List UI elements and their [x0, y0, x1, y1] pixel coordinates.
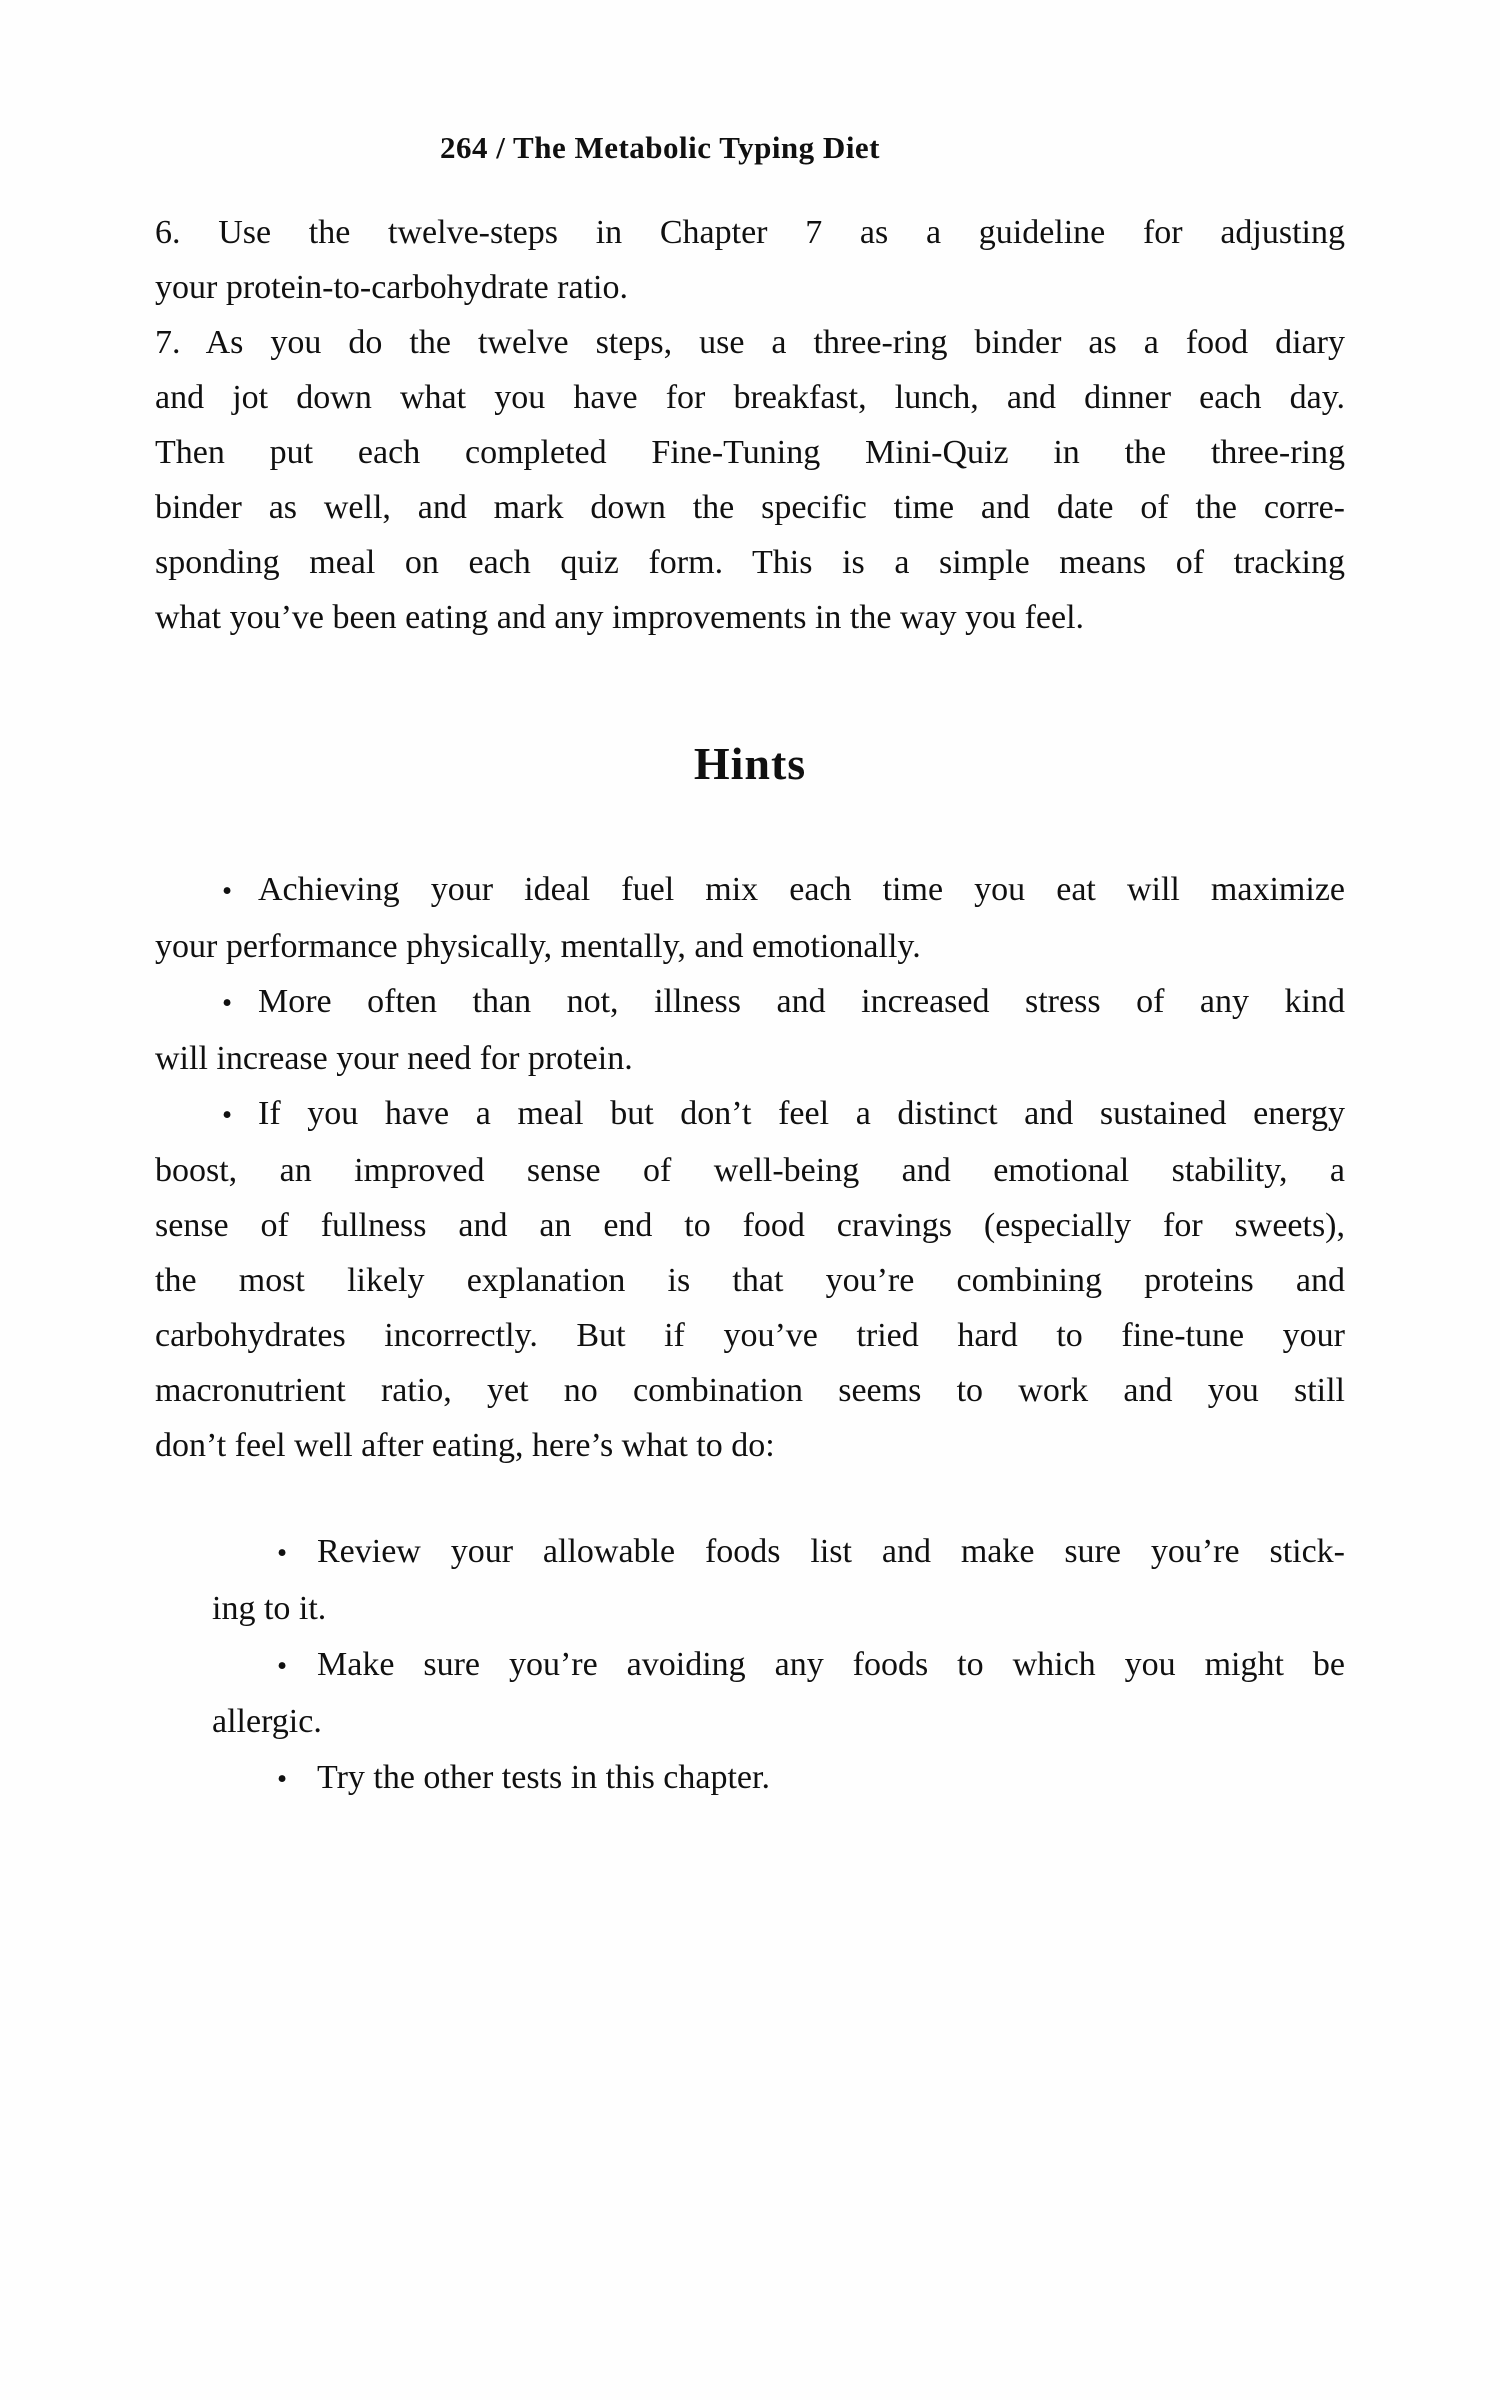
- paragraph-line: what you’ve been eating and any improvements in the way you feel.: [155, 599, 1085, 636]
- running-head: [0, 128, 1320, 168]
- bullet-marker-icon: •: [277, 1650, 288, 1682]
- bullet-text: Try the other tests in this chapter.: [317, 1759, 770, 1796]
- bullet-text: Review your allowable foods list and make sure you’re stick-: [317, 1533, 1345, 1570]
- text-column: [155, 205, 1345, 1807]
- paragraph-line: and jot down what you have for breakfast, lunch, and dinner each day.: [155, 379, 1345, 416]
- bullet-line: don’t feel well after eating, here’s what to do:: [155, 1427, 775, 1464]
- bullet-line: [155, 1524, 1345, 1581]
- page-number-and-book-title: 264 / The Metabolic Typing Diet: [439, 130, 881, 165]
- bullet-text: Make sure you’re avoiding any foods to which you might be: [317, 1646, 1345, 1683]
- bullet-line: [155, 862, 1345, 919]
- bullet-line: [155, 974, 1345, 1031]
- bullet-marker-icon: •: [277, 1763, 288, 1795]
- bullet-line: will increase your need for protein.: [155, 1040, 633, 1077]
- paragraph-line: sponding meal on each quiz form. This is a simple means of tracking: [155, 544, 1345, 581]
- bullet-line: allergic.: [212, 1703, 322, 1740]
- paragraph-line: 7. As you do the twelve steps, use a three-ring binder as a food diary: [155, 324, 1345, 361]
- bullet-marker-icon: •: [222, 987, 233, 1019]
- bullet-marker-icon: •: [222, 1099, 233, 1131]
- bullet-line: boost, an improved sense of well-being and emotional stability, a: [155, 1152, 1345, 1189]
- bullet-text: Achieving your ideal fuel mix each time you eat will maximize: [258, 871, 1345, 908]
- section-heading: Hints: [693, 738, 807, 789]
- bullet-line: sense of fullness and an end to food cravings (especially for sweets),: [155, 1207, 1345, 1244]
- bullet-text: If you have a meal but don’t feel a distinct and sustained energy: [258, 1095, 1345, 1132]
- numbered-paragraphs: [155, 205, 1345, 645]
- bullet-line: the most likely explanation is that you’re combining proteins and: [155, 1262, 1345, 1299]
- bullet-marker-icon: •: [222, 875, 233, 907]
- paragraph-line: your protein-to-carbohydrate ratio.: [155, 269, 628, 306]
- bullet-text: More often than not, illness and increased stress of any kind: [258, 983, 1345, 1020]
- bullet-line: your performance physically, mentally, and emotionally.: [155, 928, 921, 965]
- bullet-line: [155, 1750, 1345, 1807]
- bullet-line: ing to it.: [212, 1590, 327, 1627]
- paragraph-line: 6. Use the twelve-steps in Chapter 7 as a guideline for adjusting: [155, 214, 1345, 251]
- paragraph-line: Then put each completed Fine-Tuning Mini-Quiz in the three-ring: [155, 434, 1345, 471]
- bullet-line: carbohydrates incorrectly. But if you’ve tried hard to fine-tune your: [155, 1317, 1345, 1354]
- paragraph-line: binder as well, and mark down the specific time and date of the corre-: [155, 489, 1345, 526]
- bullet-line: macronutrient ratio, yet no combination seems to work and you still: [155, 1372, 1345, 1409]
- bullet-line: [155, 1086, 1345, 1143]
- sub-bullet-list: [155, 1524, 1345, 1807]
- bullet-marker-icon: •: [277, 1537, 288, 1569]
- hint-bullet-list: [155, 862, 1345, 1473]
- bullet-line: [155, 1637, 1345, 1694]
